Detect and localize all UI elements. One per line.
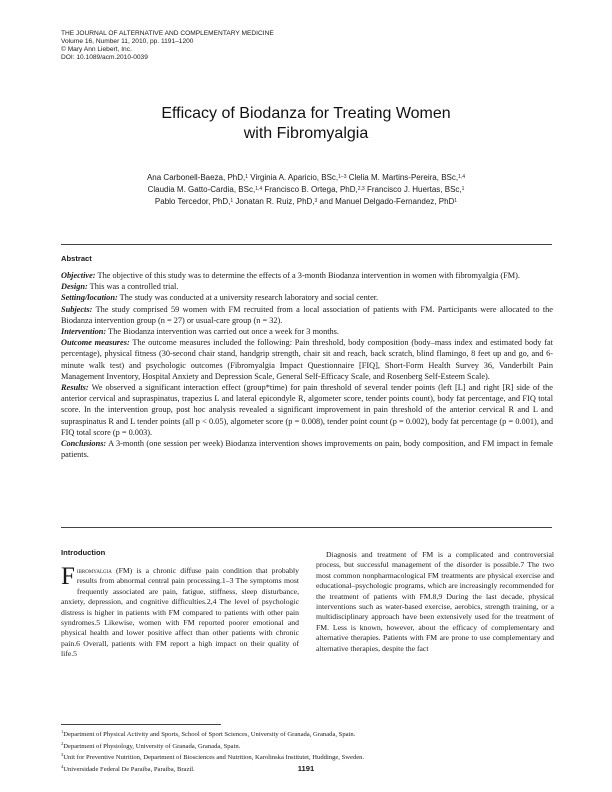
author-name: Virginia A. Aparicio, BSc, bbox=[250, 173, 339, 182]
abstract-objective bbox=[61, 270, 553, 281]
author-line-1 bbox=[0, 172, 612, 184]
author-name: Pablo Tercedor, PhD, bbox=[154, 197, 231, 206]
abstract-conclusions bbox=[61, 438, 553, 460]
footnote-number: 2 bbox=[61, 740, 64, 746]
author-name: Francisco B. Ortega, PhD, bbox=[264, 185, 358, 194]
footnote-number: 3 bbox=[61, 752, 64, 758]
results-label: Results: bbox=[61, 383, 89, 393]
abstract-results bbox=[61, 382, 553, 438]
title-line-1: Efficacy of Biodanza for Treating Women bbox=[161, 105, 451, 122]
abstract-top-rule bbox=[61, 244, 552, 245]
author-name: Clelia M. Martins-Pereira, BSc, bbox=[348, 173, 459, 182]
footnote bbox=[61, 740, 553, 752]
abstract-subjects bbox=[61, 304, 553, 326]
footnote-text: Department of Physical Activity and Sports, School of Sport Sciences, University of Granada, Granada, Spain. bbox=[63, 731, 356, 739]
abstract-body bbox=[61, 270, 553, 460]
title-line-2: with Fibromyalgia bbox=[243, 125, 369, 142]
journal-copyright: © Mary Ann Liebert, Inc. bbox=[61, 46, 132, 53]
author-name: Jonatan R. Ruiz, PhD, bbox=[235, 197, 315, 206]
author-affiliation: 1 bbox=[454, 198, 458, 204]
drop-cap: F bbox=[61, 563, 75, 590]
author-name: Ana Carbonell-Baeza, PhD, bbox=[146, 173, 246, 182]
author-line-3 bbox=[0, 196, 612, 208]
conclusions-text: A 3-month (one session per week) Biodanza intervention shows improvements on pain, body composition, and FM impact in female patients. bbox=[61, 439, 553, 460]
author-affiliation: 1,4 bbox=[458, 174, 466, 180]
footnote-number: 4 bbox=[61, 763, 64, 769]
journal-header bbox=[61, 30, 274, 62]
footnote bbox=[61, 751, 553, 763]
abstract-design bbox=[61, 281, 553, 292]
introduction-heading: Introduction bbox=[61, 548, 106, 557]
footnote-rule bbox=[61, 724, 221, 725]
footnote-text: Department of Physiology, University of Granada, Granada, Spain. bbox=[63, 742, 241, 750]
journal-doi: DOI: 10.1089/acm.2010-0039 bbox=[61, 54, 148, 61]
introduction-column-2 bbox=[316, 550, 554, 654]
abstract-heading: Abstract bbox=[61, 254, 92, 263]
author-affiliation: 1 bbox=[245, 174, 249, 180]
author-affiliation: 1 bbox=[230, 198, 234, 204]
objective-text: The objective of this study was to determine the effects of a 3-month Biodanza intervention in women with fibromyalgia (FM). bbox=[97, 271, 520, 280]
author-name: Claudia M. Gatto-Cardia, BSc, bbox=[147, 185, 256, 194]
subjects-text: The study comprised 59 women with FM recruited from a local association of patients with FM. Participants were allocated to the Biodanza intervention group (n = 27) or usual-care group (n = 32). bbox=[61, 304, 553, 325]
abstract-setting bbox=[61, 292, 553, 303]
author-name: Francisco J. Huertas, BSc, bbox=[366, 185, 462, 194]
page-number: 1191 bbox=[297, 764, 315, 773]
results-text: We observed a significant interaction effect (group*time) for pain threshold of several tender points (left [L] and right [R] side of the anterior cervical and supraspinatus, trapezius L and lateral epicondyle R, algometer score, tender points count), body fat percentage, and FIQ total score. In the intervention group, post hoc analysis revealed a significant improvement in pain threshold of the anterior cervical R and L and supraspinatus R and L tender points (all p < 0.05), algometer score (p = 0.008), tender point count (p = 0.002), body fat percentage (p = 0.001), and FIQ total score (p = 0.003). bbox=[61, 383, 553, 437]
author-list bbox=[0, 172, 612, 208]
footnote-number: 1 bbox=[61, 729, 64, 734]
intro-paragraph-2: Diagnosis and treatment of FM is a complicated and controversial process, but successful management of the disorder is possible.7 The two most common nonpharmacological FM treatments are physical exercise and educational–psychologic programs, which are increasingly recommended for the treatment of patients with FM.8,9 During the last decade, physical interventions such as water-based exercise, aerobics, strength training, or a multidisciplinary approach have been extensively used for the treatment of FM. Less is known, however, about the efficacy of complementary and alternative therapies. Patients with FM are prone to use complementary and alternative therapies, despite the fact bbox=[316, 550, 554, 653]
setting-label: Setting/location: bbox=[61, 293, 118, 303]
author-line-2 bbox=[0, 184, 612, 196]
author-affiliation: 3 bbox=[314, 198, 318, 204]
abstract-bottom-rule bbox=[61, 527, 552, 528]
author-affiliation: 1–3 bbox=[338, 174, 347, 180]
footnote-text: Universidade Federal De Paraiba, Paraiba, Brazil. bbox=[63, 765, 195, 773]
intro-smallcaps: ibromyalgia bbox=[76, 566, 112, 575]
footnote-text: Unit for Preventive Nutrition, Department of Biosciences and Nutrition, Karolinska Institutet, Huddinge, Sweden. bbox=[63, 754, 365, 762]
intervention-label: Intervention: bbox=[61, 327, 107, 337]
journal-volume: Volume 16, Number 11, 2010, pp. 1191–1200 bbox=[61, 38, 194, 45]
introduction-column-1 bbox=[61, 563, 299, 660]
author-affiliation: 1 bbox=[461, 186, 465, 192]
outcome-label: Outcome measures: bbox=[61, 338, 130, 348]
intro-col1-text: (FM) is a chronic diffuse pain condition that probably results from abnormal central pain processing.1–3 The symptoms most frequently associated are pain, fatigue, stiffness, sleep disturbance, anxiety, depression, and cognitive difficulties.2,4 The level of psychologic distress is higher in patients with FM compared to patients with other pain syndromes.5 Likewise, women with FM reported poorer emotional and physical health and lower positive affect than other patients with chronic pain.6 Overall, patients with FM report a high impact on their quality of life.5 bbox=[61, 566, 299, 659]
journal-name: THE JOURNAL OF ALTERNATIVE AND COMPLEMENTARY MEDICINE bbox=[61, 30, 274, 37]
design-text: This was a controlled trial. bbox=[89, 282, 179, 292]
design-label: Design: bbox=[61, 282, 88, 292]
setting-text: The study was conducted at a university research laboratory and social center. bbox=[119, 293, 379, 303]
intervention-text: The Biodanza intervention was carried out once a week for 3 months. bbox=[108, 327, 339, 337]
author-affiliation: 2,3 bbox=[357, 186, 365, 192]
abstract-outcome bbox=[61, 337, 553, 382]
article-title bbox=[0, 104, 612, 144]
conclusions-label: Conclusions: bbox=[61, 439, 107, 449]
footnote bbox=[61, 728, 553, 740]
author-name: and Manuel Delgado-Fernandez, PhD bbox=[319, 197, 455, 206]
subjects-label: Subjects: bbox=[61, 304, 93, 314]
outcome-text: The outcome measures included the following: Pain threshold, body composition (body–mass index and estimated body fat percentage), physical fitness (30-second chair stand, handgrip strength, chair sit and reach, back scratch, blind flamingo, 8 feet up and go, and 6-minute walk test) and psychologic outcomes (Fibromyalgia Impact Questionnaire [FIQ], Short-Form Health Survey 36, Vanderbilt Pain Management Inventory, Hospital Anxiety and Depression Scale, General Self-Efficacy Scale, and Rosenberg Self-Esteem Scale). bbox=[61, 338, 553, 381]
intro-paragraph-1 bbox=[61, 563, 299, 660]
author-affiliation: 1,4 bbox=[255, 186, 263, 192]
objective-label: Objective: bbox=[61, 271, 96, 280]
abstract-intervention bbox=[61, 326, 553, 337]
